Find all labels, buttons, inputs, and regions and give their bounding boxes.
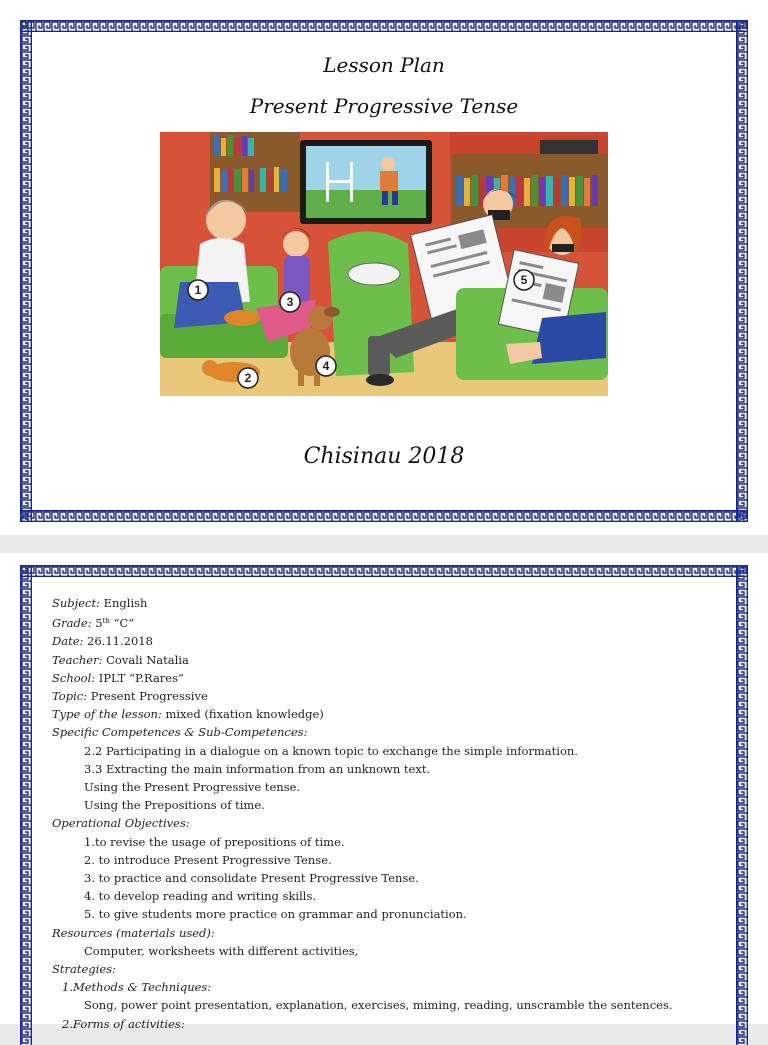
callout-1: 1 <box>194 283 202 297</box>
callout-2: 2 <box>244 371 252 385</box>
objective-item: 5. to give students more practice on grammar and pronunciation. <box>84 907 467 922</box>
teacher-row: Teacher: Covali Natalia <box>52 652 189 667</box>
border-top <box>20 565 748 577</box>
strategies-heading: Strategies: <box>52 962 116 977</box>
objectives-heading: Operational Objectives: <box>52 816 190 831</box>
callout-3: 3 <box>286 295 294 309</box>
border-right <box>736 565 748 1045</box>
grade-row: Grade: 5th “C” <box>52 616 135 631</box>
competence-item: 2.2 Participating in a dialogue on a known topic to exchange the simple information. <box>84 743 578 758</box>
lesson-type-row: Type of the lesson: mixed (fixation knowledge) <box>52 707 324 722</box>
methods-heading: 1.Methods & Techniques: <box>62 980 212 995</box>
lesson-topic-title: Present Progressive Tense <box>249 94 519 118</box>
competence-item: Using the Present Progressive tense. <box>84 780 301 795</box>
family-living-room-illustration <box>160 132 608 396</box>
place-year: Chisinau 2018 <box>303 444 465 469</box>
competence-item: 3.3 Extracting the main information from an unknown text. <box>84 761 431 776</box>
topic-row: Topic: Present Progressive <box>52 689 208 704</box>
border-left <box>20 565 32 1045</box>
resources-value: Computer, worksheets with different activities, <box>84 943 359 958</box>
resources-heading: Resources (materials used): <box>52 925 215 940</box>
border-top <box>20 20 748 32</box>
lesson-plan-title: Lesson Plan <box>323 53 445 77</box>
border-bottom <box>20 510 748 522</box>
forms-heading: 2.Forms of activities: <box>62 1016 185 1031</box>
competence-item: Using the Prepositions of time. <box>84 798 265 813</box>
objective-item: 2. to introduce Present Progressive Tense. <box>84 852 332 867</box>
callout-4: 4 <box>322 359 330 373</box>
subject-row: Subject: English <box>52 596 148 610</box>
callout-5: 5 <box>520 273 528 287</box>
methods-value: Song, power point presentation, explanation, exercises, miming, reading, unscramble the sentences. <box>84 998 673 1013</box>
objective-item: 4. to develop reading and writing skills. <box>84 889 317 904</box>
date-row: Date: 26.11.2018 <box>52 634 153 649</box>
school-row: School: IPLT “P.Rares” <box>52 670 184 685</box>
objective-item: 3. to practice and consolidate Present Progressive Tense. <box>84 871 419 886</box>
objective-item: 1.to revise the usage of prepositions of time. <box>84 834 345 849</box>
lesson-details <box>52 594 732 1033</box>
competences-heading: Specific Competences & Sub-Competences: <box>52 725 308 740</box>
